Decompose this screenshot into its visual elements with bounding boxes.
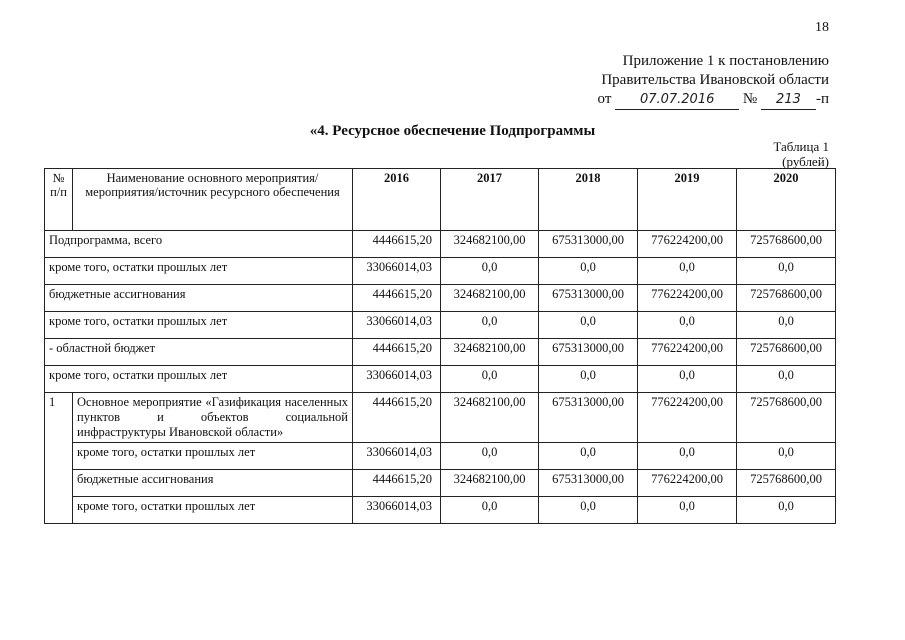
table-header-row (45, 169, 836, 231)
cell-value: 324682100,00 (441, 231, 539, 258)
resolution-date-number (598, 90, 829, 110)
cell-value: 776224200,00 (638, 231, 737, 258)
table-row (45, 285, 836, 312)
cell-value: 0,0 (737, 258, 836, 285)
measure-label-line: Основное мероприятие «Газификация (77, 395, 282, 409)
cell-value: 0,0 (539, 443, 638, 470)
cell-value: 4446615,20 (353, 393, 441, 443)
cell-value: 0,0 (737, 312, 836, 339)
cell-value: 675313000,00 (539, 393, 638, 443)
row-label: кроме того, остатки прошлых лет (73, 443, 353, 470)
cell-value: 33066014,03 (353, 366, 441, 393)
appendix-line-2: Правительства Ивановской области (601, 72, 829, 88)
cell-value: 0,0 (539, 258, 638, 285)
cell-value: 675313000,00 (539, 339, 638, 366)
cell-value: 725768600,00 (737, 285, 836, 312)
header-num: № п/п (45, 169, 73, 231)
cell-value: 725768600,00 (737, 393, 836, 443)
table-row (45, 443, 836, 470)
cell-value: 33066014,03 (353, 497, 441, 524)
cell-value: 0,0 (737, 497, 836, 524)
row-label: кроме того, остатки прошлых лет (73, 497, 353, 524)
cell-value: 675313000,00 (539, 231, 638, 258)
row-label: бюджетные ассигнования (73, 470, 353, 497)
table-row (45, 231, 836, 258)
cell-value: 0,0 (638, 258, 737, 285)
cell-value: 776224200,00 (638, 393, 737, 443)
cell-value: 4446615,20 (353, 285, 441, 312)
cell-value: 0,0 (638, 497, 737, 524)
cell-value: 0,0 (737, 443, 836, 470)
cell-value: 0,0 (638, 366, 737, 393)
measure-label-line: населенных пунктов и объектов социальной (77, 395, 348, 424)
measure-label (73, 393, 353, 443)
cell-value: 725768600,00 (737, 231, 836, 258)
header-year: 2018 (539, 169, 638, 231)
row-label: Подпрограмма, всего (45, 231, 353, 258)
resource-table (44, 168, 836, 524)
cell-value: 0,0 (638, 443, 737, 470)
table-row (45, 470, 836, 497)
appendix-header (598, 52, 829, 110)
cell-value: 776224200,00 (638, 339, 737, 366)
cell-value: 33066014,03 (353, 258, 441, 285)
table-row (45, 366, 836, 393)
table-units: (рублей) (782, 154, 829, 169)
page-number: 18 (815, 20, 829, 35)
cell-value: 0,0 (441, 366, 539, 393)
cell-value: 4446615,20 (353, 231, 441, 258)
date-prefix: от (597, 91, 612, 107)
cell-value: 4446615,20 (353, 470, 441, 497)
cell-value: 0,0 (441, 497, 539, 524)
cell-value: 0,0 (441, 312, 539, 339)
measure-number: 1 (45, 393, 73, 524)
row-label: - областной бюджет (45, 339, 353, 366)
number-suffix: -п (815, 91, 829, 107)
table-label: Таблица 1 (773, 139, 829, 154)
cell-value: 0,0 (737, 366, 836, 393)
row-label: кроме того, остатки прошлых лет (45, 258, 353, 285)
cell-value: 324682100,00 (441, 470, 539, 497)
cell-value: 324682100,00 (441, 393, 539, 443)
row-label: бюджетные ассигнования (45, 285, 353, 312)
number-prefix: № (742, 91, 758, 107)
cell-value: 0,0 (539, 312, 638, 339)
header-year: 2019 (638, 169, 737, 231)
table-row (45, 258, 836, 285)
cell-value: 776224200,00 (638, 470, 737, 497)
cell-value: 33066014,03 (353, 443, 441, 470)
measure-label-line: инфраструктуры Ивановской области» (77, 425, 284, 439)
row-label: кроме того, остатки прошлых лет (45, 312, 353, 339)
cell-value: 4446615,20 (353, 339, 441, 366)
table-row (45, 312, 836, 339)
cell-value: 0,0 (441, 258, 539, 285)
resolution-date: 07.07.2016 (615, 90, 739, 110)
cell-value: 33066014,03 (353, 312, 441, 339)
section-title: «4. Ресурсное обеспечение Подпрограммы (309, 123, 596, 139)
cell-value: 324682100,00 (441, 339, 539, 366)
header-year: 2020 (737, 169, 836, 231)
appendix-line-1: Приложение 1 к постановлению (622, 53, 829, 69)
header-year: 2017 (441, 169, 539, 231)
table-row (45, 339, 836, 366)
cell-value: 324682100,00 (441, 285, 539, 312)
table-reference (773, 139, 829, 169)
header-name: Наименование основного мероприятия/мероприятия/источник ресурсного обеспечения (73, 169, 353, 231)
cell-value: 0,0 (539, 497, 638, 524)
cell-value: 776224200,00 (638, 285, 737, 312)
cell-value: 675313000,00 (539, 285, 638, 312)
cell-value: 0,0 (638, 312, 737, 339)
resolution-number: 213 (761, 90, 816, 110)
cell-value: 725768600,00 (737, 470, 836, 497)
cell-value: 0,0 (441, 443, 539, 470)
measure-row (45, 393, 836, 443)
row-label: кроме того, остатки прошлых лет (45, 366, 353, 393)
cell-value: 725768600,00 (737, 339, 836, 366)
cell-value: 0,0 (539, 366, 638, 393)
cell-value: 675313000,00 (539, 470, 638, 497)
table-row (45, 497, 836, 524)
header-year: 2016 (353, 169, 441, 231)
